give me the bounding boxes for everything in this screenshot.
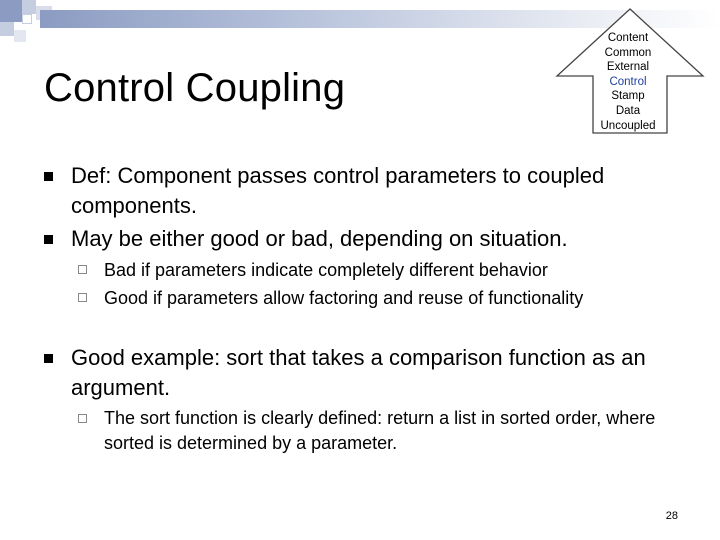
coupling-level: Stamp — [611, 90, 645, 103]
bullet-text: Good example: sort that takes a comparison function as an argument. — [71, 345, 646, 400]
coupling-level: External — [606, 61, 650, 74]
hollow-square-icon — [78, 293, 87, 302]
decor-square — [0, 22, 14, 36]
decor-square — [22, 14, 32, 24]
hollow-square-icon — [78, 265, 87, 274]
bullet-square-icon — [44, 172, 53, 181]
coupling-levels-list — [592, 31, 664, 133]
hollow-square-icon — [78, 414, 87, 423]
decor-square — [22, 0, 36, 14]
sub-bullet-text: The sort function is clearly defined: return a list in sorted order, where sorted is determined by a parameter. — [104, 408, 656, 453]
coupling-level: Content — [607, 32, 649, 44]
coupling-level: Data — [615, 104, 641, 117]
coupling-level: Uncoupled — [600, 119, 656, 132]
bullet-square-icon — [44, 354, 53, 363]
coupling-level-active: Control — [609, 75, 647, 88]
decor-square — [0, 0, 22, 22]
slide-title: Control Coupling — [44, 66, 346, 110]
page-number: 28 — [665, 510, 678, 522]
bullet-text: May be either good or bad, depending on situation. — [71, 226, 568, 251]
bullet-square-icon — [44, 235, 53, 244]
sub-bullet-text: Good if parameters allow factoring and reuse of functionality — [104, 288, 584, 308]
sub-bullet-text: Bad if parameters indicate completely different behavior — [104, 260, 548, 280]
decor-square — [14, 30, 26, 42]
bullet-text: Def: Component passes control parameters to coupled components. — [71, 163, 605, 218]
coupling-level: Common — [604, 46, 652, 59]
